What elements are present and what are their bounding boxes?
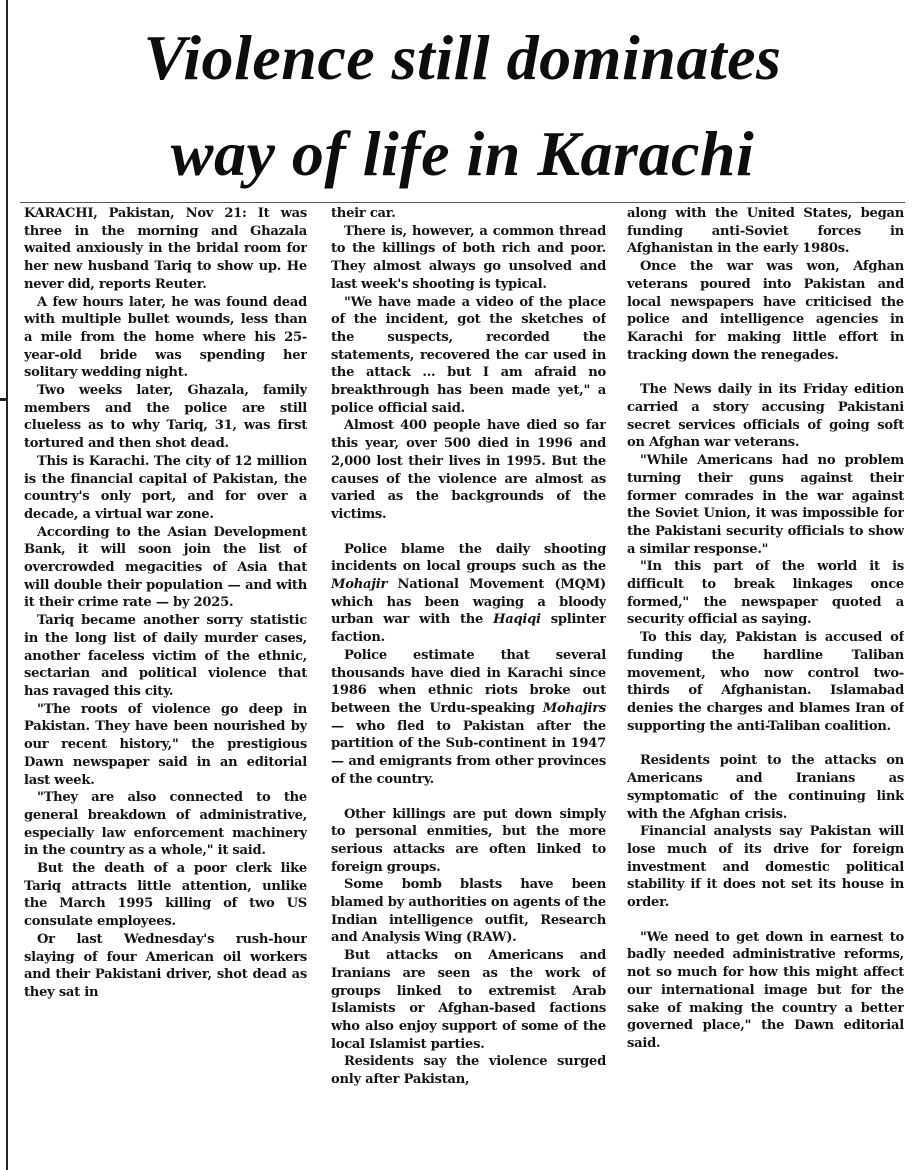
page-edge-mark bbox=[0, 398, 8, 401]
paragraph: Two weeks later, Ghazala, family members and the police are still clueless as to why Tariq, 31, was first tortured and then shot dead. bbox=[24, 383, 307, 452]
article-column-1 bbox=[24, 205, 307, 1162]
paragraph: "In this part of the world it is difficult to break linkages once formed," the newspaper quoted a security official as saying. bbox=[627, 559, 904, 628]
paragraph: "We need to get down in earnest to badly needed administrative reforms, not so much for how this might affect our international image but for the sake of making the country a better governed place," the Dawn editorial said. bbox=[627, 929, 904, 1051]
headline bbox=[20, 10, 905, 202]
paragraph: "They are also connected to the general breakdown of administrative, especially law enforcement machinery in the country as a whole," it said. bbox=[24, 790, 307, 859]
paragraph: There is, however, a common thread to the killings of both rich and poor. They almost always go unsolved and last week's shooting is typical. bbox=[331, 223, 606, 292]
text-run: — who fled to Pakistan after the partition of the Sub-continent in 1947 — and emigrants from other provinces of the country. bbox=[331, 718, 606, 787]
paragraph: According to the Asian Development Bank, it will soon join the list of overcrowded megacities of Asia that will double their population — and with it their crime rate — by 2025. bbox=[24, 524, 307, 611]
paragraph: "While Americans had no problem turning their guns against their former comrades in the war against the Soviet Union, it was impossible for the Pakistani security officials to show a similar response." bbox=[627, 453, 904, 557]
text-run: National Movement (MQM) which has been waging a bloody urban war with the bbox=[331, 577, 606, 628]
paragraph bbox=[331, 541, 606, 647]
italic-term: Mohajirs bbox=[542, 700, 606, 716]
italic-term: Mohajir bbox=[331, 577, 388, 593]
paragraph: But attacks on Americans and Iranians are seen as the work of groups linked to extremist Arab Islamists or Afghan-based factions who also enjoy support of some of the local Islamist parties. bbox=[331, 948, 606, 1052]
paragraph: To this day, Pakistan is accused of funding the hardline Taliban movement, who now control two-thirds of Afghanistan. Islamabad denies the charges and blames Iran of supporting the anti-Taliban coalition. bbox=[627, 630, 904, 734]
paragraph: Some bomb blasts have been blamed by authorities on agents of the Indian intelligence outfit, Research and Analysis Wing (RAW). bbox=[331, 877, 606, 946]
text-run: splinter faction. bbox=[331, 612, 606, 646]
page-left-edge bbox=[6, 0, 8, 1170]
paragraph: their car. bbox=[331, 206, 396, 221]
paragraph: Financial analysts say Pakistan will lose much of its drive for foreign investment and domestic political stability if it does not set its house in order. bbox=[627, 824, 904, 911]
paragraph: Tariq became another sorry statistic in the long list of daily murder cases, another faceless victim of the ethnic, sectarian and political violence that has ravaged this city. bbox=[24, 613, 307, 699]
paragraph: Other killings are put down simply to personal enmities, but the more serious attacks are often linked to foreign groups. bbox=[331, 806, 606, 875]
italic-term: Haqiqi bbox=[493, 612, 541, 628]
paragraph: along with the United States, began funding anti-Soviet forces in Afghanistan in the early 1980s. bbox=[627, 206, 904, 257]
paragraph bbox=[331, 647, 606, 789]
article-column-3 bbox=[627, 205, 904, 1162]
paragraph: This is Karachi. The city of 12 million is the financial capital of Pakistan, the country's only port, and for over a decade, a virtual war zone. bbox=[24, 453, 307, 522]
paragraph: But the death of a poor clerk like Tariq attracts little attention, unlike the March 1995 killing of two US consulate employees. bbox=[24, 861, 307, 930]
paragraph: Residents point to the attacks on Americans and Iranians as symptomatic of the continuing link with the Afghan crisis. bbox=[627, 753, 904, 822]
paragraph: "We have made a video of the place of the incident, got the sketches of the suspects, recorded the statements, recovered the car used in the attack ... but I am afraid no breakthrough has been made yet," a police official said. bbox=[331, 294, 606, 416]
paragraph: Residents say the violence surged only after Pakistan, bbox=[331, 1054, 606, 1088]
article-column-2 bbox=[331, 205, 606, 1162]
text-run: Police estimate that several thousands have died in Karachi since 1986 when ethnic riots broke out between the Urdu-speaking bbox=[331, 647, 606, 716]
text-run: Police blame the daily shooting incidents on local groups such as the bbox=[331, 541, 606, 575]
paragraph: KARACHI, Pakistan, Nov 21: It was three in the morning and Ghazala waited anxiously in the bridal room for her new husband Tariq to show up. He never did, reports Reuter. bbox=[24, 206, 307, 292]
paragraph: Almost 400 people have died so far this year, over 500 died in 1996 and 2,000 lost their lives in 1995. But the causes of the violence are almost as varied as the backgrounds of the victims. bbox=[331, 418, 606, 522]
headline-line-2: way of life in Karachi bbox=[170, 118, 755, 189]
paragraph: Once the war was won, Afghan veterans poured into Pakistan and local newspapers have criticised the police and intelligence agencies in Karachi for making little effort in tracking down the renegades. bbox=[627, 259, 904, 363]
headline-line-1: Violence still dominates bbox=[143, 22, 782, 93]
paragraph: A few hours later, he was found dead with multiple bullet wounds, less than a mile from the home where his 25-year-old bride was spending her solitary wedding night. bbox=[24, 294, 307, 381]
headline-rule bbox=[20, 202, 905, 203]
paragraph: "The roots of violence go deep in Pakistan. They have been nourished by our recent history," the prestigious Dawn newspaper said in an editorial last week. bbox=[24, 701, 307, 788]
paragraph: The News daily in its Friday edition carried a story accusing Pakistani secret services officials of going soft on Afghan war veterans. bbox=[627, 382, 904, 451]
paragraph: Or last Wednesday's rush-hour slaying of four American oil workers and their Pakistani driver, shot dead as they sat in bbox=[24, 931, 307, 1000]
